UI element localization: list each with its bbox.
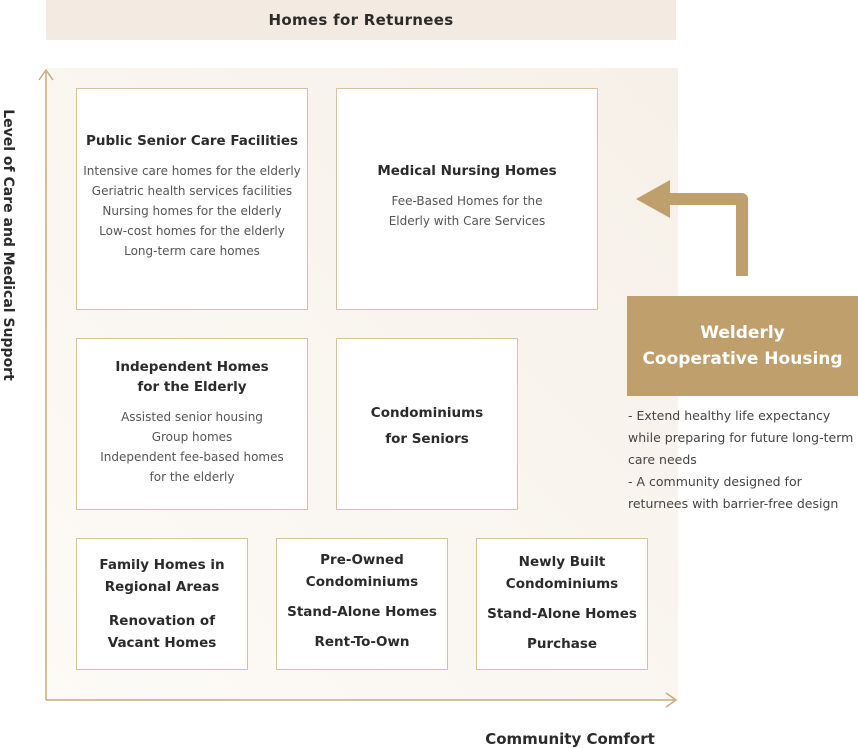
welderly-housing-box (627, 296, 858, 396)
box-items (77, 407, 307, 487)
box-title-line: Condominiums (305, 574, 419, 590)
box-title-line: Rent-To-Own (314, 634, 410, 650)
box-title-line: Pre-Owned (320, 552, 404, 568)
box-title-line: Newly Built (518, 554, 606, 570)
list-item: Group homes (151, 430, 233, 444)
welderly-title-line: Welderly (700, 323, 785, 343)
welderly-title-line: Cooperative Housing (642, 349, 843, 369)
box-title-line: Condominiums (370, 405, 484, 421)
family-homes-box (76, 538, 248, 670)
box-title-line: Renovation of (108, 613, 216, 629)
note-line: returnees with barrier-free design (628, 496, 839, 511)
note-line: while preparing for future long-term (628, 430, 854, 445)
independent-homes-box (76, 338, 308, 510)
box-items (337, 191, 597, 231)
note-line: - A community designed for (628, 474, 802, 489)
welderly-arrow-head (636, 180, 670, 218)
list-item: Independent fee-based homes (100, 450, 284, 464)
box-title-line: Stand-Alone Homes (287, 604, 437, 620)
box-title-line: Stand-Alone Homes (487, 606, 637, 622)
box-title-line: Family Homes in (99, 557, 225, 573)
box-title-line: for Seniors (385, 431, 469, 447)
list-item: Long-term care homes (124, 244, 260, 258)
box-title-line: Condominiums (505, 576, 619, 592)
senior-condominiums-box (336, 338, 518, 510)
box-title: Medical Nursing Homes (377, 163, 557, 179)
box-title: Public Senior Care Facilities (85, 133, 299, 149)
list-item: Geriatric health services facilities (91, 184, 293, 198)
x-axis-label: Community Comfort (485, 730, 655, 748)
list-item: for the elderly (149, 470, 235, 484)
list-item: Fee-Based Homes for the (391, 194, 543, 208)
pre-owned-box (276, 538, 448, 670)
box-title-line: Purchase (526, 636, 598, 652)
newly-built-box (476, 538, 648, 670)
box-title: Independent Homes for the Elderly (115, 359, 269, 395)
note-line: - Extend healthy life expectancy (628, 408, 831, 423)
public-senior-care-box (76, 88, 308, 310)
box-title-line: Regional Areas (104, 579, 220, 595)
list-item: Intensive care homes for the elderly (83, 164, 301, 178)
welderly-arrow-shaft (668, 199, 742, 276)
header-title: Homes for Returnees (268, 11, 454, 29)
list-item: Nursing homes for the elderly (102, 204, 282, 218)
box-title-line: Vacant Homes (107, 635, 217, 651)
list-item: Elderly with Care Services (388, 214, 546, 228)
list-item: Low-cost homes for the elderly (99, 224, 285, 238)
list-item: Assisted senior housing (121, 410, 263, 424)
medical-nursing-box (336, 88, 598, 310)
note-line: care needs (628, 452, 697, 467)
welderly-notes (628, 405, 858, 515)
box-items (77, 161, 307, 261)
